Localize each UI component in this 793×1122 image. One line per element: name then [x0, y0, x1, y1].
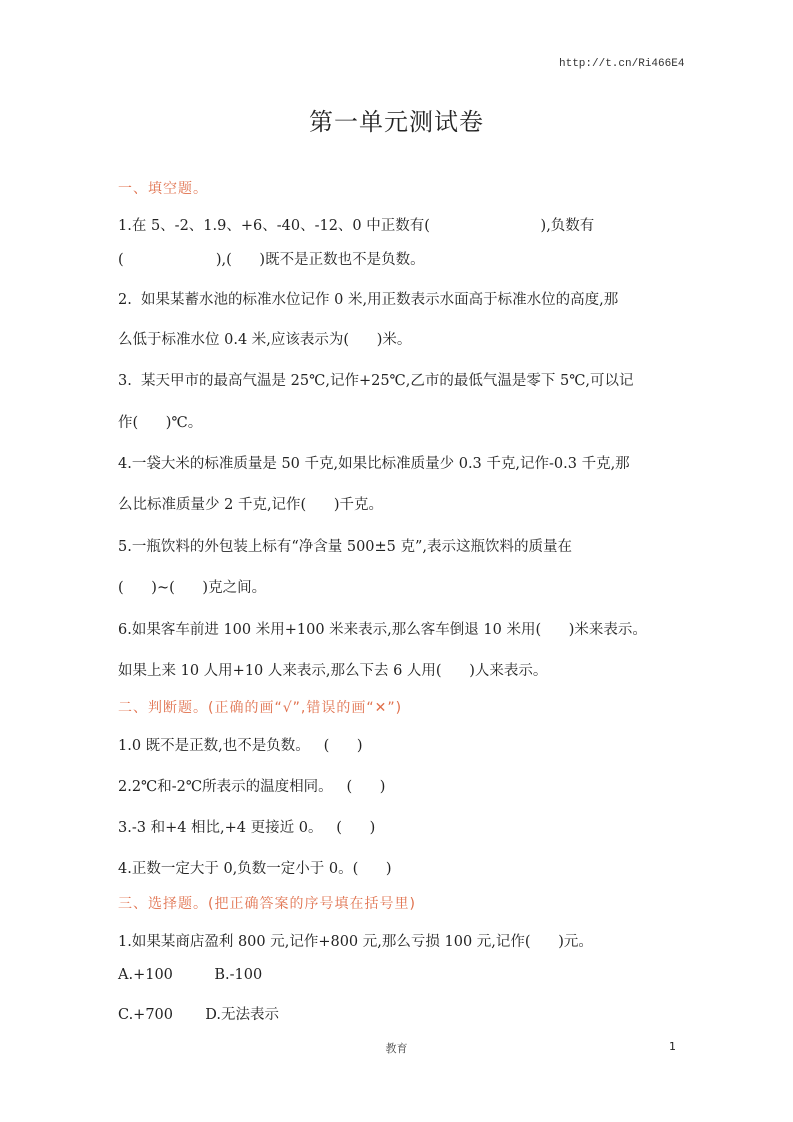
page-number: 1 — [669, 1040, 676, 1053]
section-heading-true-false: 二、判断题。(正确的画“√”,错误的画“✕”) — [118, 700, 403, 716]
question-line: 么低于标准水位 0.4 米,应该表示为( )米。 — [118, 332, 412, 348]
question-line: 3. 某天甲市的最高气温是 25℃,记作+25℃,乙市的最低气温是零下 5℃,可以记 — [118, 373, 634, 389]
question-line: 3.-3 和+4 相比,+4 更接近 0。 ( ) — [118, 820, 376, 836]
question-line: 2.2℃和-2℃所表示的温度相同。 ( ) — [118, 779, 386, 795]
choice-line: A.+100 B.-100 — [118, 967, 263, 983]
page-title: 第一单元测试卷 — [309, 108, 484, 136]
section-heading-fill-blank: 一、填空题。 — [118, 181, 208, 197]
question-line: 作( )℃。 — [118, 415, 203, 431]
question-line: 6.如果客车前进 100 米用+100 米来表示,那么客车倒退 10 米用( )米来表示。 — [118, 622, 647, 638]
question-line: 5.一瓶饮料的外包装上标有“净含量 500±5 克”,表示这瓶饮料的质量在 — [118, 539, 573, 555]
question-line: 么比标准质量少 2 千克,记作( )千克。 — [118, 497, 384, 513]
question-line: 2. 如果某蓄水池的标准水位记作 0 米,用正数表示水面高于标准水位的高度,那 — [118, 292, 619, 308]
question-line: 1.在 5、-2、1.9、+6、-40、-12、0 中正数有( ),负数有 — [118, 218, 595, 234]
question-line: 4.一袋大米的标准质量是 50 千克,如果比标准质量少 0.3 千克,记作-0.3 千克,那 — [118, 456, 630, 472]
question-line: ( )~( )克之间。 — [118, 580, 267, 596]
question-line: ( ),( )既不是正数也不是负数。 — [118, 252, 425, 268]
question-line: 1.如果某商店盈利 800 元,记作+800 元,那么亏损 100 元,记作( )元。 — [118, 934, 593, 950]
question-line: 1.0 既不是正数,也不是负数。 ( ) — [118, 738, 363, 754]
header-url: http://t.cn/Ri466E4 — [559, 58, 685, 70]
footer-label: 教育 — [385, 1042, 408, 1055]
question-line: 4.正数一定大于 0,负数一定小于 0。( ) — [118, 861, 392, 877]
section-heading-multiple-choice: 三、选择题。(把正确答案的序号填在括号里) — [118, 896, 416, 912]
choice-line: C.+700 D.无法表示 — [118, 1007, 279, 1023]
question-line: 如果上来 10 人用+10 人来表示,那么下去 6 人用( )人来表示。 — [118, 663, 548, 679]
